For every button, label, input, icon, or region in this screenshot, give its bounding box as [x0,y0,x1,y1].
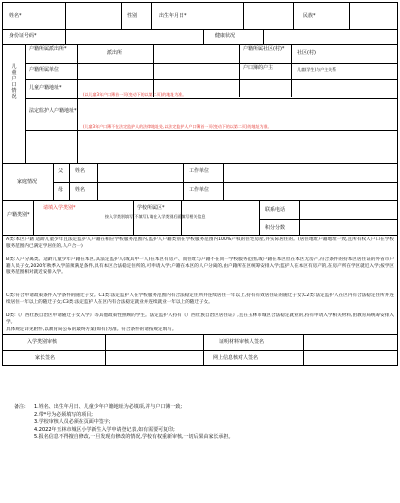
birth-label: 出生年月日* [159,13,187,19]
school-sign-label: 证明材料审核人签名 [219,339,265,345]
health-label: 健康状况 [215,33,236,39]
id-row [2,29,398,45]
community-label: 户籍所属社区(村)* [243,46,285,52]
header-row [2,2,398,30]
category-label: 户籍类别* [7,212,30,218]
unit-label: 户籍所属单位 [29,67,60,73]
note-item: 5.报名信息不得擅自修改,一旦发现有修改的情况,学校有权重新审核,一切后果由家长承担。 [34,434,234,441]
category-a-text: A类:本区户籍 适龄儿童少年且法定监护人户籍在相应学校服务范围内,监护人户籍类别在学校服务范围内100%产权的住宅房屋,并实际居住的。(居住地址户籍地址一致,且所有权人户口在学校服务范围内已满定学居住的,人户合一) [6,237,394,249]
child-household-section [2,44,398,164]
family-section [2,163,398,201]
father-name-label: 姓名 [75,168,86,174]
ethnicity-label: 民族* [303,13,316,19]
id-label: 身份证号码* [9,33,37,39]
note-item: 3.学校审核人员必须在页面中签字; [34,419,111,426]
name-label: 姓名* [9,13,22,19]
enrollment-row [2,200,398,236]
guardian-note: (儿童3年户口簿不在法定监护人的法律地址处,以法定监护人户口簿首一页(变动下的以第二页)的地址为准。 [83,124,272,129]
signature-section [2,334,398,366]
note-item: 2.带*号为必须填写的项目; [34,411,93,418]
child-household-label: 儿童户口情况 [11,64,17,100]
type-review-label: 入学类别审核 [27,339,58,345]
online-sign-label: 网上信息核对人签名 [213,355,259,361]
category-b-text: B类:人户分离类。适龄儿童少年户籍在本区,其法定监护人(或其中一人)在本区有房产、而住址与户籍不在同一学校服务范围,或户籍在本区但在本区无房产,符合条件的持本区居住证的外省市户籍人员子女,2020年秋季入学前须满足条件,具有本区合法稳定住所的,可申请入学;户籍在本区的人户分离的,由户籍所在区统筹安排入学;监护人在本区有房产的,在房产所在学区就近入学;按学区服务范围相对就近安排入学。 [6,257,394,276]
category-c-text: C类:符合申请政策条件入学条件的随迁子女。C1类:法定监护人在学校服务范围内有合法稳定住所并连续居住一年以上,持有有效居住证的随迁子女;C2类:法定监护人在区内有合法稳定住所并连续居住一年以上的随迁子女;C3类:法定监护人在区内有合法稳定就业并连续就业一年以上的随迁子女。 [6,293,394,305]
jurisdiction-label: 户籍所属派出所* [29,46,67,52]
parent-sign-label: 家长签名 [35,355,56,361]
category-note: 按入学类别填写(不填写),请在入学类别后面填写相关信息 [105,214,206,219]
mother-label: 母 [58,187,64,193]
school-district-label: 学校所属区* [137,205,165,211]
father-work-label: 工作单位 [189,168,210,174]
gender-label: 性别 [127,13,138,19]
address-label: 儿童户籍地址* [29,85,62,91]
notes-list [34,404,396,442]
head-label: 户口簿的户主 [243,65,274,71]
family-label: 家庭情况 [17,179,38,185]
note-item: 1.姓名、出生年月日、儿童少年户籍地址为必填项,并与户口簿一致; [34,404,183,410]
address-note: (以儿童3年户口簿首一页(变动下的以第二页)的地址为准。 [83,92,187,97]
guardian-label: 法定监护人户籍地址* [29,108,77,114]
categories-block [2,235,398,335]
mother-name-label: 姓名 [75,187,86,193]
mother-work-label: 工作单位 [189,187,210,193]
relation-label: 儿童(学生)与户主关系 [297,67,337,72]
note-item: 4.2022年玉林市城区小学新生入学申请登记表,如有需要可复印; [34,426,175,433]
score-label: 积分分数 [265,225,286,231]
footer-text: 具体规定详见附件,以教育局公布的最终方案(如有)为准。符合条件的请按规定填写。 [6,327,177,332]
category-d-text: D类:《广西壮族自治区申请随迁子女入学》等其他政策性照顾的学生。法定监护人持有《广西壮族自治区居住证》,且在玉林市城区合法稳定就业的,持有申请入学相关材料,由教育局统筹安排入学。 [6,313,394,325]
community-value: 社区(村) [297,50,316,56]
phone-label: 联系电话 [265,207,286,213]
notes-title: 备注: [14,404,26,410]
category-value[interactable]: 请填入学类别* [43,205,76,211]
father-label: 父 [58,168,64,174]
jurisdiction-value: 派出所 [107,50,123,56]
